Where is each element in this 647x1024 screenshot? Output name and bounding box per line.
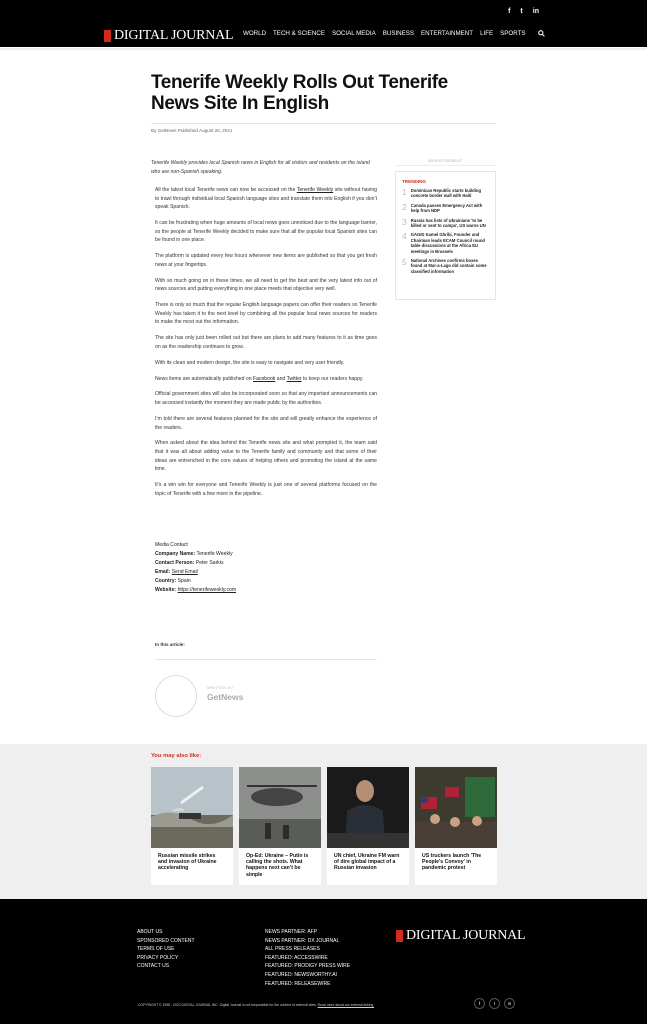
byline: By GetNews Published August 20, 2021 — [151, 128, 233, 133]
card-image-helicopter — [239, 767, 321, 848]
footer-link-terms[interactable]: TERMS OF USE — [137, 946, 175, 953]
article-body — [155, 186, 377, 506]
contact-person: Contact Person: Peter Sarkis — [155, 560, 224, 567]
footer-link-newsworthy[interactable]: FEATURED: NEWSWORTHY.AI — [265, 971, 337, 978]
title-divider — [151, 123, 496, 124]
in-article-divider — [155, 659, 377, 660]
paragraph: It can be frustrating when huge amounts of local news goes unnoticed due to the language barrier, so the people at Tenerife Weekly decided to make sure that all the popular local Spanish sites can be found in one place. — [155, 220, 377, 244]
contact-email: Email: Send Email — [155, 569, 198, 576]
in-this-article-label: In this article: — [155, 642, 185, 647]
media-contact — [155, 541, 377, 596]
card-caption: Russian missile strikes and invasion of Ukraine accelerating — [158, 853, 217, 872]
trending-item[interactable]: 5 National Archives confirms boxes found at Mar-a-Lago did contain some classified information — [402, 257, 487, 274]
facebook-link[interactable]: Facebook — [252, 375, 276, 382]
trending-widget — [395, 171, 496, 300]
website-link[interactable]: https://tenerifeweekly.com — [177, 587, 237, 594]
site-logo[interactable] — [104, 28, 233, 44]
footer-col-partners — [265, 928, 350, 988]
trending-item[interactable]: 1 Dominican Republic starts building concrete border wall with Haiti — [402, 187, 481, 199]
paragraph: When asked about the idea behind this Tenerife news site and what prompted it, the team said that it was all about adding value to the Tenerife family and community and that some of their ideas are entrenched in the core values of helping others and promoting the island at the same time. — [155, 440, 377, 473]
related-card[interactable] — [415, 767, 497, 885]
footer-link-releasewire[interactable]: FEATURED: RELEASEWIRE — [265, 980, 331, 987]
related-card[interactable] — [239, 767, 321, 885]
paragraph: It’s a win win for everyone and Tenerife Weekly is just one of several platforms focused on the topic of Tenerife with a few more in the pipeline. — [155, 482, 377, 497]
nav-item-sports[interactable]: SPORTS — [500, 30, 526, 37]
footer-logo-mark — [396, 930, 403, 942]
card-caption: US truckers launch 'The People's Convoy' in pandemic protest — [422, 853, 482, 872]
trending-item[interactable]: 3 Russia has lists of Ukrainians 'to be killed or sent to camps', US warns UN — [402, 216, 486, 229]
ad-divider — [395, 165, 496, 166]
card-image-missile — [151, 767, 233, 848]
paragraph: All the latest local Tenerife news can now be accessed on the Tenerife Weekly site without having to trawl through individual local Spanish language sites and translate them into English if you don’t speak Spanish. — [155, 187, 377, 211]
footer-link-contact[interactable]: CONTACT US — [137, 963, 170, 970]
card-image-convoy — [415, 767, 497, 848]
footer-link-afp[interactable]: NEWS PARTNER: AFP — [265, 929, 318, 935]
logo-text: DIGITAL JOURNAL — [114, 28, 234, 43]
advertisement-label: ADVERTISEMENT — [428, 159, 463, 163]
footer-link-dx-journal[interactable]: NEWS PARTNER: DX JOURNAL — [265, 937, 340, 944]
card-caption: Op-Ed: Ukraine – Putin is calling the shots. What happens next can’t be simple — [246, 853, 309, 878]
tenerife-weekly-link[interactable]: Tenerife Weekly — [296, 187, 334, 193]
media-contact-heading: Media Contact — [155, 542, 188, 548]
author-avatar[interactable] — [155, 675, 197, 717]
related-card[interactable] — [327, 767, 409, 885]
paragraph: Official government sites will also be incorporated soon so that any important announcements can be accessed instantly the moment they are made public by the authorities. — [155, 391, 377, 407]
nav-item-life[interactable]: LIFE — [480, 30, 494, 37]
external-linking-link[interactable]: Read more about our external linking. — [317, 1003, 375, 1007]
logo-mark — [104, 30, 111, 42]
search-icon[interactable] — [538, 30, 545, 39]
trending-title: TRENDING — [402, 179, 426, 184]
send-email-link[interactable]: Send Email — [171, 569, 198, 576]
paragraph: With so much going on in these times, we all need to get the best and the very latest info out of news sources and putting everything in one place meets that objective very well. — [155, 277, 377, 293]
facebook-icon[interactable]: f — [508, 8, 511, 15]
related-card[interactable] — [151, 767, 233, 885]
paragraph: I’m told there are several features planned for the site and will greatly enhance the experience of the readers. — [155, 415, 377, 431]
linkedin-icon[interactable]: in — [532, 8, 539, 15]
paragraph: News items are automatically published on Facebook and Twitter to keep our readers happy. — [155, 375, 364, 382]
footer-link-press-releases[interactable]: ALL PRESS RELEASES — [265, 946, 320, 953]
footer-logo-text: DIGITAL JOURNAL — [406, 928, 526, 943]
nav-item-world[interactable]: WORLD — [243, 30, 267, 37]
footer-link-privacy[interactable]: PRIVACY POLICY — [137, 954, 179, 961]
card-image-un-chief — [327, 767, 409, 848]
footer-social — [474, 998, 515, 1009]
trending-item[interactable]: 4 GAGID Kamel Ghribi, Founder and Chairman leads ECAM Council round table discussions at the Africa EU meetings in Brussels — [402, 231, 485, 254]
linkedin-icon[interactable]: in — [504, 998, 515, 1009]
header-divider — [0, 48, 647, 50]
footer-link-prodigy[interactable]: FEATURED: PRODIGY PRESS WIRE — [265, 963, 351, 970]
footer-link-accesswire[interactable]: FEATURED: ACCESSWIRE — [265, 954, 328, 961]
contact-website: Website: https://tenerifeweekly.com — [155, 587, 237, 594]
paragraph: The platform is updated every few hours whenever new items are published so that you get fresh news at your fingertips. — [155, 253, 377, 268]
twitter-icon[interactable]: t — [489, 998, 500, 1009]
paragraph: With its clean and modern design, the site is easy to navigate and very user friendly. — [155, 359, 345, 366]
nav-item-business[interactable]: BUSINESS — [382, 30, 415, 37]
footer-logo[interactable] — [396, 928, 525, 944]
written-by-label: WRITTEN BY — [207, 686, 234, 690]
article-title: Tenerife Weekly Rolls Out Tenerife News Site In English — [151, 72, 448, 114]
trending-item[interactable]: 2 Canada passes Emergency Act with help from NDP — [402, 201, 483, 214]
author-name[interactable]: GetNews — [207, 692, 244, 702]
header-social — [508, 8, 539, 15]
nav-item-entertainment[interactable]: ENTERTAINMENT — [421, 30, 474, 37]
card-caption: UN chief, Ukraine FM warn of dire global impact of a Russian invasion — [334, 853, 400, 872]
twitter-icon[interactable]: t — [520, 8, 523, 15]
paragraph: There is only so much that the regular English language papers can offer their readers so Tenerife Weekly has taken it to the next level by combining all the popular local news sources for readers to make the most out the information. — [155, 302, 377, 326]
nav-item-tech-science[interactable]: TECH & SCIENCE — [273, 30, 325, 37]
top-header — [0, 0, 647, 47]
facebook-icon[interactable]: f — [474, 998, 485, 1009]
footer-link-about[interactable]: ABOUT US — [137, 929, 163, 935]
twitter-link[interactable]: Twitter — [286, 375, 302, 382]
footer-link-sponsored[interactable]: SPONSORED CONTENT — [137, 937, 195, 944]
may-also-like-section — [0, 744, 647, 899]
contact-company: Company Name: Tenerife Weekly — [155, 551, 233, 558]
main-nav — [243, 30, 525, 37]
contact-country: Country: Spain — [155, 578, 191, 585]
may-also-like-title: You may also like: — [151, 753, 202, 759]
paragraph: The site has only just been rolled out but there are plans to add many features to it as time goes on as the readership continues to grow. — [155, 335, 377, 350]
copyright: COPYRIGHT © 1998 - 2022 DIGITAL JOURNAL INC. Digital Journal is not responsible for the content of external sites. Read more about our external linking. — [138, 1003, 375, 1007]
article-lede: Tenerife Weekly provides local Spanish news in English for all visitors and residents on the island who are non-Spanish speaking. — [151, 160, 370, 175]
footer-col-about — [137, 928, 195, 971]
nav-item-social-media[interactable]: SOCIAL MEDIA — [331, 30, 376, 37]
